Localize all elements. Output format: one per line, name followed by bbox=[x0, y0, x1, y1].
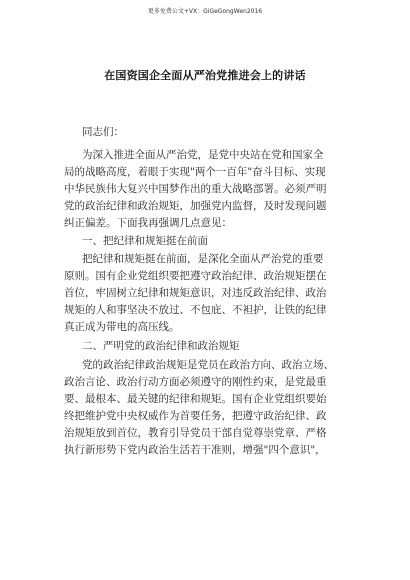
paragraph-line: 真正成为带电的高压线。 bbox=[64, 321, 180, 333]
paragraph-line: 规矩的人和事坚决不放过、不包庇、不袒护，让铁的纪律 bbox=[64, 304, 327, 316]
paragraph-line: 为深入推进全面从严治党，是党中央站在党和国家全 bbox=[82, 149, 324, 161]
paragraph-line: 纠正偏差。下面我再强调几点意见： bbox=[64, 217, 232, 229]
page-header: 更多免费公文+VX：GiGeGongWen2016 bbox=[147, 8, 263, 15]
paragraph-line: 把纪律和规矩挺在前面，是深化全面从严治党的重要 bbox=[82, 253, 324, 265]
paragraph-line: 首位，牢固树立纪律和规矩意识，对违反政治纪律、政治 bbox=[64, 287, 327, 299]
paragraph-line: 中华民族伟大复兴中国梦作出的重大战略部署。必须严明 bbox=[64, 183, 327, 195]
paragraph-line: 治规矩放到首位，教育引导党员干部自觉尊崇党章、严格 bbox=[64, 427, 327, 439]
paragraph-line: 原则。国有企业党组织要把遵守政治纪律、政治规矩摆在 bbox=[64, 270, 327, 282]
paragraph-line: 党的政治纪律政治规矩是党员在政治方向、政治立场、 bbox=[82, 359, 334, 371]
paragraph-line: 终把维护党中央权威作为首要任务，把遵守政治纪律、政 bbox=[64, 410, 327, 422]
section-heading-1: 一、把纪律和规矩挺在前面 bbox=[82, 235, 208, 247]
paragraph-line: 要、最根本、最关键的纪律和规矩。国有企业党组织要始 bbox=[64, 393, 327, 405]
paragraph-line: 执行新形势下党内政治生活若干准则，增强"四个意识"， bbox=[64, 444, 326, 456]
paragraph-line: 局的战略高度，着眼于实现"两个一百年"奋斗目标、实现 bbox=[64, 166, 326, 178]
document-title: 在国资国企全面从严治党推进会上的讲话 bbox=[104, 69, 306, 82]
section-heading-2: 二、严明党的政治纪律和政治规矩 bbox=[82, 340, 240, 352]
paragraph-line: 党的政治纪律和政治规矩，加强党内监督，及时发现问题 bbox=[64, 200, 327, 212]
salutation: 同志们： bbox=[82, 126, 124, 138]
paragraph-line: 政治言论、政治行动方面必须遵守的刚性约束，是党最重 bbox=[64, 376, 327, 388]
